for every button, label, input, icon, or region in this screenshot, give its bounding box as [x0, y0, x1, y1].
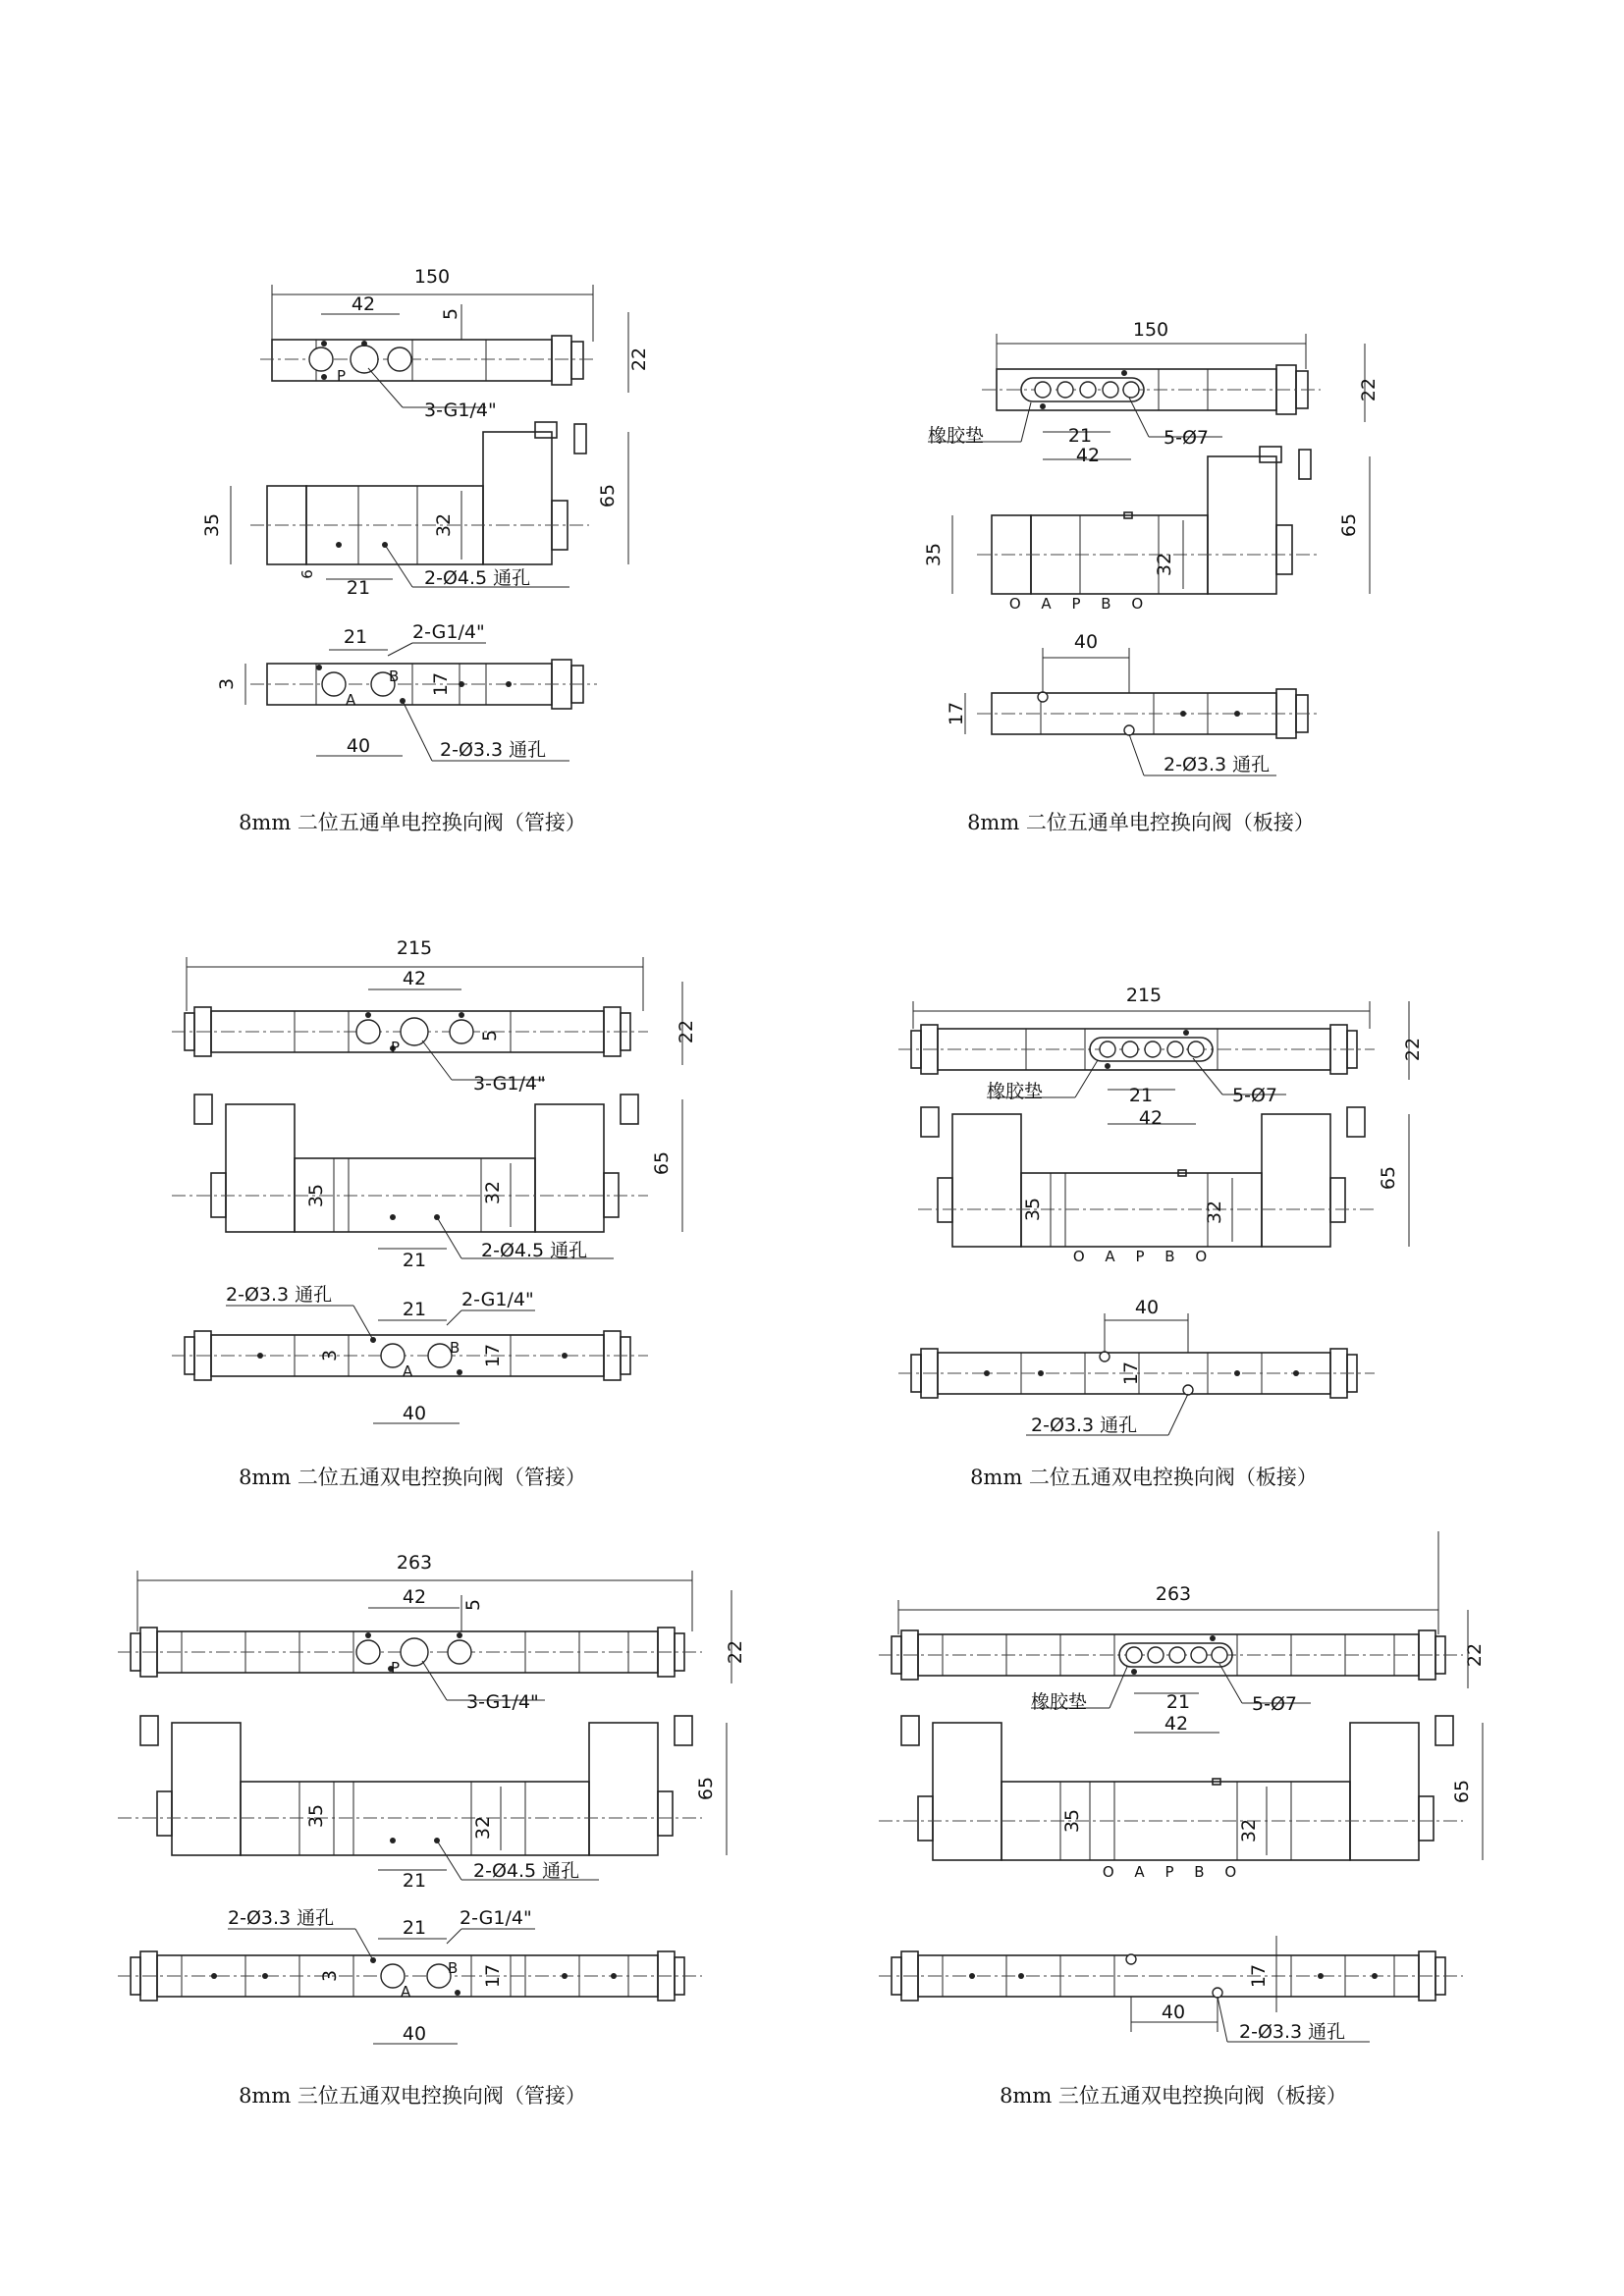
dim-21-2: 21: [1067, 425, 1093, 447]
dim-40-3: 40: [402, 1403, 427, 1424]
caption-1: 8mm 二位五通单电控换向阀（管接）: [239, 811, 586, 834]
dim-5-5: 5: [462, 1598, 484, 1612]
panel-3pos-piped: [118, 1552, 746, 2108]
dim-32-2: 32: [1154, 552, 1175, 577]
dim-32-3: 32: [482, 1180, 504, 1205]
note-gasket: 橡胶垫: [928, 425, 985, 447]
dim-42-5: 42: [402, 1586, 427, 1608]
note-33-3: 2-Ø3.3 通孔: [226, 1284, 333, 1306]
dim-3-3: 3: [319, 1349, 341, 1362]
note-3g-5: 3-G1/4": [466, 1691, 539, 1713]
dim-22-6: 22: [1464, 1642, 1486, 1668]
dim-22-2: 22: [1358, 377, 1380, 402]
dim-35-6: 35: [1061, 1808, 1083, 1834]
dim-42-3: 42: [402, 968, 427, 989]
note-45: 2-Ø4.5 通孔: [424, 567, 531, 589]
dim-17-2: 17: [946, 701, 967, 726]
dim-21-3b: 21: [402, 1299, 427, 1320]
panel-single-piped: [201, 266, 650, 834]
dim-5-3: 5: [479, 1029, 501, 1042]
dim-65-2: 65: [1338, 512, 1360, 538]
p2-side-view: [977, 447, 1321, 594]
dim-35-3: 35: [305, 1183, 327, 1208]
dim-40-5: 40: [402, 2023, 427, 2045]
dim-3-5: 3: [319, 1969, 341, 1983]
note-2g: 2-G1/4": [412, 621, 485, 643]
p6-bottom-view: [879, 1951, 1463, 2001]
dim-21-6: 21: [1165, 1691, 1191, 1713]
dim-65-6: 65: [1451, 1779, 1473, 1804]
port-b-3: B: [450, 1339, 460, 1357]
port-b-5: B: [448, 1959, 459, 1977]
dim-42: 42: [351, 294, 376, 315]
p1-side-view: [250, 422, 589, 564]
p5-side-view: [118, 1716, 702, 1855]
dim-32-4: 32: [1204, 1200, 1225, 1225]
note-3g-3: 3-G1/4": [473, 1073, 546, 1095]
dim-6: 6: [298, 569, 316, 579]
dim-32-5: 32: [472, 1815, 494, 1841]
note-5-4: 5-Ø7: [1232, 1085, 1277, 1106]
dim-32: 32: [433, 512, 455, 538]
note-3g: 3-G1/4": [424, 400, 497, 421]
port-p: P: [337, 367, 347, 385]
dim-42-4: 42: [1138, 1107, 1164, 1129]
dim-17: 17: [430, 671, 452, 697]
dim-263-2: 263: [1155, 1583, 1192, 1605]
dim-5: 5: [440, 307, 461, 321]
p3-side-view: [172, 1095, 648, 1232]
port-p-3: P: [391, 1039, 401, 1056]
caption-2: 8mm 二位五通单电控换向阀（板接）: [967, 811, 1315, 834]
p6-side-view: [879, 1716, 1463, 1860]
p3-top-view: [172, 1007, 648, 1056]
dim-150: 150: [413, 266, 451, 288]
dim-42-2: 42: [1075, 445, 1101, 466]
dim-35-4: 35: [1022, 1197, 1044, 1222]
dim-22: 22: [628, 347, 650, 372]
panel-3pos-manifold: [879, 1531, 1486, 2108]
port-a: A: [346, 691, 356, 709]
dim-65-4: 65: [1378, 1165, 1399, 1191]
dim-21-5b: 21: [402, 1917, 427, 1939]
note-45-3: 2-Ø4.5 通孔: [481, 1240, 588, 1261]
note-gasket-6: 橡胶垫: [1031, 1691, 1088, 1713]
note-gasket-4: 橡胶垫: [987, 1081, 1044, 1102]
dim-215: 215: [396, 937, 433, 959]
caption-4: 8mm 二位五通双电控换向阀（板接）: [970, 1466, 1318, 1489]
dim-17-5: 17: [482, 1963, 504, 1989]
note-33: 2-Ø3.3 通孔: [440, 739, 547, 761]
note-33-2: 2-Ø3.3 通孔: [1164, 754, 1271, 775]
note-33-6: 2-Ø3.3 通孔: [1239, 2021, 1346, 2043]
dim-263: 263: [396, 1552, 433, 1574]
dim-40-6: 40: [1161, 2002, 1186, 2023]
note-45-5: 2-Ø4.5 通孔: [473, 1860, 580, 1882]
note-2g-5: 2-G1/4": [460, 1907, 532, 1929]
dim-22-4: 22: [1402, 1037, 1424, 1062]
note-33-4: 2-Ø3.3 通孔: [1031, 1415, 1138, 1436]
panel-double-piped: [172, 937, 697, 1489]
p4-top-view: [898, 1025, 1375, 1074]
p5-top-view: [118, 1628, 702, 1677]
p1-bottom-view: [250, 660, 597, 709]
caption-6: 8mm 三位五通双电控换向阀（板接）: [1000, 2084, 1347, 2108]
dim-40-4: 40: [1134, 1297, 1160, 1318]
note-5-6: 5-Ø7: [1252, 1693, 1297, 1715]
dim-35-2: 35: [923, 542, 945, 567]
dim-21: 21: [346, 577, 371, 599]
port-labels-4: O A P B O: [1072, 1248, 1216, 1265]
caption-5: 8mm 三位五通双电控换向阀（管接）: [239, 2084, 586, 2108]
port-a-5: A: [401, 1983, 411, 2001]
panel-double-manifold: [898, 985, 1424, 1489]
panel-single-manifold: [923, 319, 1380, 834]
dim-40-2: 40: [1073, 631, 1099, 653]
note-33-5: 2-Ø3.3 通孔: [228, 1907, 335, 1929]
dim-17-4: 17: [1120, 1361, 1142, 1386]
dim-21-5: 21: [402, 1870, 427, 1892]
dim-35: 35: [201, 512, 223, 538]
p2-bottom-view: [977, 689, 1321, 738]
dim-40: 40: [346, 735, 371, 757]
note-5: 5-Ø7: [1164, 427, 1209, 449]
note-2g-3: 2-G1/4": [461, 1289, 534, 1310]
dim-17-3: 17: [482, 1343, 504, 1368]
dim-65-5: 65: [695, 1776, 717, 1801]
caption-3: 8mm 二位五通双电控换向阀（管接）: [239, 1466, 586, 1489]
port-labels-6: O A P B O: [1102, 1863, 1245, 1881]
port-p-5: P: [391, 1659, 401, 1677]
dim-65: 65: [597, 483, 619, 508]
dim-21-4: 21: [1128, 1085, 1154, 1106]
dim-21-3: 21: [402, 1250, 427, 1271]
p2-top-view: [982, 365, 1321, 414]
dim-21b: 21: [343, 626, 368, 648]
p6-top-view: [879, 1630, 1463, 1680]
dim-42-6: 42: [1164, 1713, 1189, 1735]
dim-32-6: 32: [1238, 1818, 1260, 1843]
dim-150-2: 150: [1132, 319, 1169, 341]
port-b: B: [389, 667, 400, 685]
dim-22-5: 22: [725, 1639, 746, 1665]
dim-3: 3: [216, 677, 238, 691]
dim-22-3: 22: [676, 1019, 697, 1044]
port-labels: O A P B O: [1008, 595, 1152, 613]
dim-215-2: 215: [1125, 985, 1163, 1006]
dim-17-6: 17: [1248, 1963, 1270, 1989]
p1-top-view: [260, 336, 597, 385]
dim-65-3: 65: [651, 1150, 673, 1176]
dim-35-5: 35: [305, 1803, 327, 1829]
port-a-3: A: [403, 1362, 413, 1380]
